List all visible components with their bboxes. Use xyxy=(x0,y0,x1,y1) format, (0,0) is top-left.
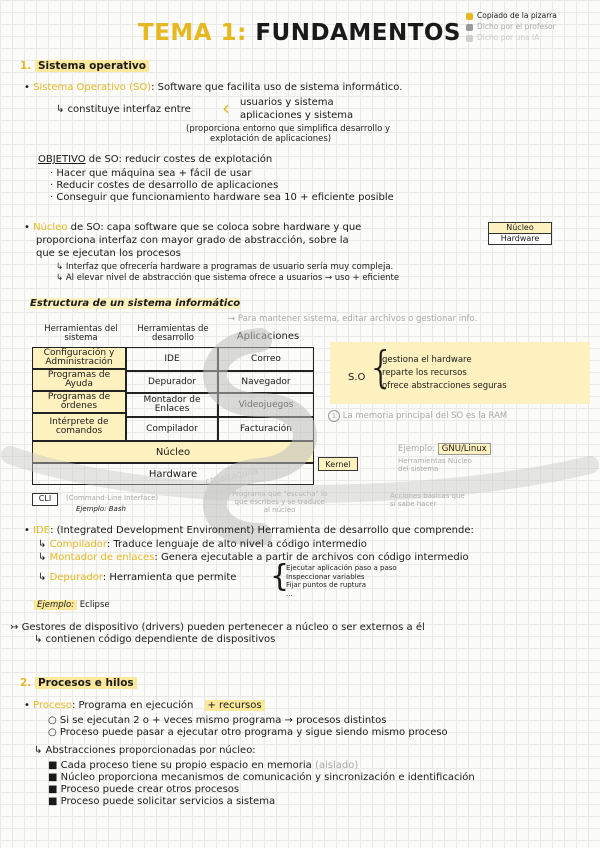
nucleo-def-line-1 xyxy=(24,222,361,233)
nucleo-sub-2: ↳ Al elevar nivel de abstracción que sistema ofrece a usuarios → uso + eficiente xyxy=(56,273,400,283)
legend-swatch xyxy=(466,35,473,42)
page-title: FUNDAMENTOS xyxy=(255,20,461,46)
ide-definition xyxy=(24,525,474,536)
proceso-term: Proceso xyxy=(33,700,72,711)
app-cell: Navegador xyxy=(218,371,314,393)
ide-compilador xyxy=(38,539,367,550)
nucleo-def-line-3: que se ejecutan los procesos xyxy=(36,248,181,259)
objetivo-item: · Reducir costes de desarrollo de aplicaciones xyxy=(50,180,279,191)
hardware-mini-box: Hardware xyxy=(488,233,552,245)
legend-label: Dicho por una IA xyxy=(477,33,540,42)
so-term: Sistema Operativo xyxy=(33,82,126,93)
objetivo-item: · Hacer que máquina sea + fácil de usar xyxy=(50,168,252,179)
arrow-icon: ↳ xyxy=(38,539,47,550)
square-bullet-icon: ■ xyxy=(48,796,58,807)
nucleo-layer: Núcleo xyxy=(32,441,314,463)
objetivo-label: OBJETIVO xyxy=(38,154,86,165)
drivers-line-2: ↳ contienen código dependiente de dispositivos xyxy=(34,634,276,645)
abstr-item xyxy=(48,760,358,771)
proceso-sub-1 xyxy=(48,715,386,726)
acciones-line: Acciones básicas que xyxy=(390,492,465,500)
section-title: Procesos e hilos xyxy=(35,677,137,689)
legend-swatch xyxy=(466,13,473,20)
objetivo-item: · Conseguir que funcionamiento hardware sea 10 + eficiente posible xyxy=(50,192,394,203)
kernel-label: Kernel xyxy=(318,457,358,471)
montador-label: Montador de enlaces xyxy=(49,552,155,563)
info-circle-icon: 1 xyxy=(328,410,340,422)
proporciona-line-1: (proporciona entorno que simplifica desarrollo y xyxy=(186,124,391,134)
circle-bullet-icon: ○ xyxy=(48,715,57,726)
proceso-sub-text: Proceso puede pasar a ejecutar otro programa y sigue siendo mismo proceso xyxy=(59,727,448,738)
square-bullet-icon: ■ xyxy=(48,784,58,795)
so-def: : Software que facilita uso de sistema informático. xyxy=(151,82,403,93)
nucleo-mini-box: Núcleo xyxy=(488,222,552,234)
brace-icon: { xyxy=(270,559,290,594)
so-item: reparte los recursos xyxy=(382,368,467,378)
objetivo-text: de SO: reducir costes de explotación xyxy=(88,154,273,165)
montador-text: : Genera ejecutable a partir de archivos con código intermedio xyxy=(154,552,469,563)
so-item: ofrece abstracciones seguras xyxy=(382,381,507,391)
legend-label: Copiado de la pizarra xyxy=(477,11,557,20)
depurador-label: Depurador xyxy=(49,572,103,583)
cli-note-line: Programa que "escucha" lo xyxy=(232,490,328,498)
ide-montador xyxy=(38,552,469,563)
compilador-text: : Traduce lenguaje de alto nivel a código intermedio xyxy=(106,539,367,550)
estructura-title-text: Estructura de un sistema informático xyxy=(30,298,241,309)
square-bullet-icon: ■ xyxy=(48,772,58,783)
abstr-text: Núcleo proporciona mecanismos de comunicación y sincronización e identificación xyxy=(60,772,475,783)
dev-tool-cell: Depurador xyxy=(126,371,218,393)
proceso-definition xyxy=(24,700,265,711)
bullet-icon: • xyxy=(24,82,30,93)
interfaz-prefix: ↳ constituye interfaz entre xyxy=(56,104,191,115)
nucleo-def: de SO: capa software que se coloca sobre hardware y que xyxy=(70,222,362,233)
col-herr-sistema: Herramientas del sistema xyxy=(44,324,118,343)
cli-note-line: que escribes y se traduce xyxy=(234,498,325,506)
watermark: ctrlaltaquila xyxy=(204,466,260,488)
nucleo-def-line-2: proporciona interfaz con mayor grado de abstracción, sobre la xyxy=(36,235,349,246)
proporciona-line-2: explotación de aplicaciones) xyxy=(210,134,332,144)
so-item: gestiona el hardware xyxy=(382,355,472,365)
proceso-def: : Programa en ejecución xyxy=(71,700,194,711)
abstr-item xyxy=(48,772,475,783)
sys-tool-cell: Intérprete de comandos xyxy=(32,413,126,441)
depurador-item: Fijar puntos de ruptura xyxy=(286,581,367,589)
proceso-sub-text: Si se ejecutan 2 o + veces mismo programa → procesos distintos xyxy=(59,715,387,726)
so-definition xyxy=(24,82,402,93)
ide-term: IDE xyxy=(33,525,51,536)
square-bullet-icon: ■ xyxy=(48,760,58,771)
nucleo-term: Núcleo xyxy=(33,222,68,233)
sys-tool-cell: Configuración y Administración xyxy=(32,347,126,369)
ribbon-decoration xyxy=(0,445,600,535)
ide-ejemplo xyxy=(34,600,110,610)
section-2-heading xyxy=(20,677,137,689)
estructura-note: → Para mantener sistema, editar archivos o gestionar info. xyxy=(228,314,478,324)
legend-item-ia xyxy=(466,32,557,43)
depurador-item: Ejecutar aplicación paso a paso xyxy=(286,564,397,572)
app-cell: Videojuegos xyxy=(218,393,314,417)
ide-depurador xyxy=(38,572,236,583)
dev-tool-cell: Compilador xyxy=(126,417,218,441)
depurador-item: ... xyxy=(286,589,293,598)
proceso-sub-2 xyxy=(48,727,448,738)
so-abbr: (SO) xyxy=(129,82,152,93)
arrow-icon: ↣ xyxy=(10,622,19,633)
acciones-line: sí sabe hacer xyxy=(390,500,437,508)
ejemplo-label: Ejemplo: xyxy=(34,600,77,610)
app-cell: Correo xyxy=(218,347,314,371)
legend-item-pizarra xyxy=(466,10,557,21)
section-number: 1. xyxy=(20,60,32,72)
abstr-text: Cada proceso tiene su propio espacio en memoria xyxy=(60,760,312,771)
section-title: Sistema operativo xyxy=(35,60,149,72)
abstr-text: Proceso puede solicitar servicios a sistema xyxy=(60,796,276,807)
brace-icon: { xyxy=(367,342,395,393)
arrow-icon: ↳ xyxy=(38,572,47,583)
sys-tool-cell: Programas de órdenes xyxy=(32,391,126,413)
bullet-icon: • xyxy=(24,222,30,233)
drivers-line-1 xyxy=(10,622,425,633)
drivers-text: Gestores de dispositivo (drivers) pueden pertenecer a núcleo o ser externos a él xyxy=(21,622,425,633)
memoria-text: La memoria principal del SO es la RAM xyxy=(342,411,508,421)
ide-def: : (Integrated Development Environment) Herramienta de desarrollo que comprende: xyxy=(50,525,474,536)
memoria-note xyxy=(328,410,507,422)
ejemplo-value: GNU/Linux xyxy=(438,443,491,455)
section-number: 2. xyxy=(20,677,32,689)
objetivo-line xyxy=(38,154,272,165)
estructura-title xyxy=(30,298,240,309)
interfaz-b: aplicaciones y sistema xyxy=(240,110,354,121)
dev-tool-cell: IDE xyxy=(126,347,218,371)
legend-swatch xyxy=(466,24,473,31)
cli-desc: (Command-Line Interface) xyxy=(66,494,159,502)
brace-icon: ‹ xyxy=(222,96,230,120)
depurador-text: : Herramienta que permite xyxy=(102,572,237,583)
depurador-items xyxy=(286,564,397,598)
hardware-layer: Hardware xyxy=(32,463,314,485)
legend-label: Dicho por el profesor xyxy=(477,22,556,31)
arrow-icon: ↳ xyxy=(38,552,47,563)
abstracciones-heading: ↳ Abstracciones proporcionadas por núcleo: xyxy=(34,745,256,756)
cli-note-line: al núcleo xyxy=(263,506,296,514)
depurador-item: Inspeccionar variables xyxy=(286,572,365,581)
color-legend xyxy=(466,10,557,43)
compilador-label: Compilador xyxy=(49,539,107,550)
cli-box: CLI xyxy=(32,493,58,506)
ejemplo-value: Eclipse xyxy=(79,600,110,610)
circle-bullet-icon: ○ xyxy=(48,727,57,738)
col-aplicaciones: Aplicaciones xyxy=(236,331,300,342)
aislado-note: (aislado) xyxy=(315,760,359,771)
legend-item-profesor xyxy=(466,21,557,32)
bullet-icon: • xyxy=(24,700,30,711)
nucleo-sub-1: ↳ Interfaz que ofrecería hardware a programas de usuario sería muy compleja. xyxy=(56,262,394,272)
app-cell: Facturación xyxy=(218,417,314,441)
interfaz-a: usuarios y sistema xyxy=(240,97,334,108)
bullet-icon: • xyxy=(24,525,30,536)
abstr-text: Proceso puede crear otros procesos xyxy=(60,784,240,795)
recursos-badge: + recursos xyxy=(205,700,265,711)
ejemplo-sub: del sistema xyxy=(398,465,439,473)
sys-tool-cell: Programas de Ayuda xyxy=(32,369,126,391)
ejemplo-label: Ejemplo: xyxy=(398,444,436,454)
abstr-item xyxy=(48,796,275,807)
abstr-item xyxy=(48,784,239,795)
ejemplo-sub: Herramientas Núcleo xyxy=(398,457,472,465)
dev-tool-cell: Montador de Enlaces xyxy=(126,393,218,417)
col-herr-desarrollo: Herramientas de desarrollo xyxy=(137,324,209,343)
so-label: S.O xyxy=(348,372,366,383)
section-1-heading xyxy=(20,60,149,72)
cli-ejemplo: Ejemplo: Bash xyxy=(76,505,126,513)
title-tema: TEMA 1: xyxy=(138,20,247,46)
